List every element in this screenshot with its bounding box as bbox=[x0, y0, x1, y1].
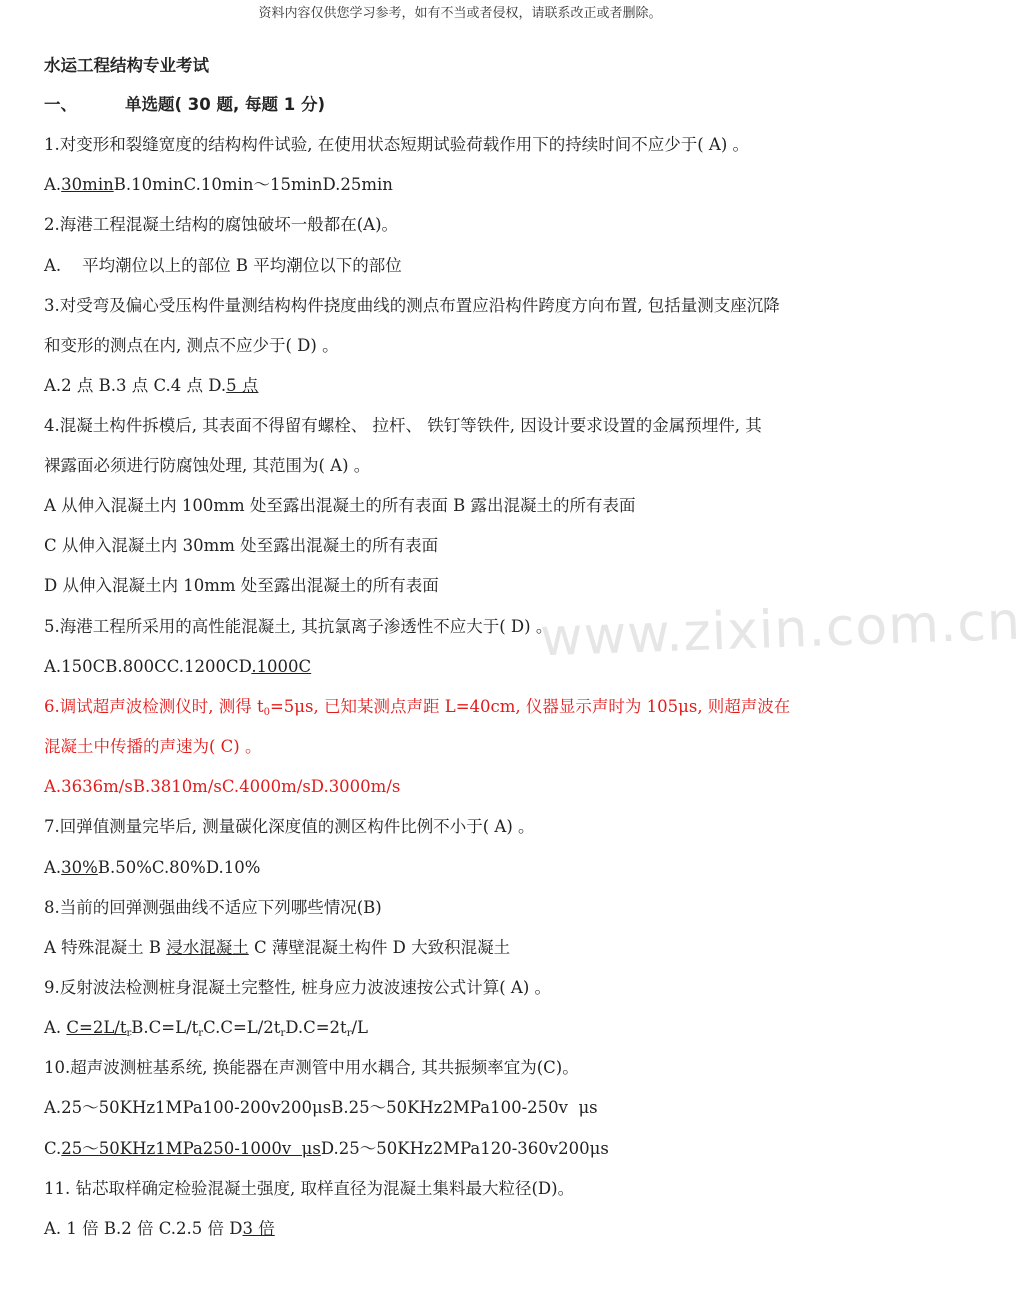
answer-underlined: 30min bbox=[61, 175, 114, 194]
option-text: B.50%C.80%D.10% bbox=[97, 858, 261, 877]
option-text: C 薄壁混凝土构件 D 大致积混凝土 bbox=[248, 938, 511, 957]
option-text: A 特殊混凝土 B bbox=[44, 938, 167, 957]
option-text: A.2 点 B.3 点 C.4 点 D. bbox=[44, 376, 227, 395]
question-11-options bbox=[44, 1218, 880, 1240]
question-10: 10.超声波测桩基系统, 换能器在声测管中用水耦合, 其共振频率宜为(C)。 bbox=[44, 1058, 579, 1077]
question-1-options bbox=[44, 174, 880, 196]
answer-underlined: 30% bbox=[61, 858, 98, 877]
option-text: B.10minC.10min～15minD.25min bbox=[113, 175, 393, 194]
option-text: C=2L/t bbox=[66, 1018, 127, 1037]
option-text: /L bbox=[351, 1018, 368, 1037]
question-3-options bbox=[44, 375, 880, 397]
subscript: r bbox=[280, 1028, 286, 1039]
option-text: A. bbox=[44, 175, 62, 194]
answer-underlined: .1000C bbox=[251, 657, 312, 676]
question-2: 2.海港工程混凝土结构的腐蚀破坏一般都在(A)。 bbox=[44, 215, 399, 234]
subscript: r bbox=[198, 1028, 204, 1039]
option-text: C.C=L/2t bbox=[203, 1018, 281, 1037]
question-4-option-c: C 从伸入混凝土内 30mm 处至露出混凝土的所有表面 bbox=[44, 536, 439, 555]
option-text: A. bbox=[44, 858, 62, 877]
question-3-line1: 3.对受弯及偏心受压构件量测结构构件挠度曲线的测点布置应沿构件跨度方向布置, 包括量测支座沉降 bbox=[44, 296, 780, 315]
question-2-options: A. 平均潮位以上的部位 B 平均潮位以下的部位 bbox=[44, 256, 402, 275]
question-8-options bbox=[44, 937, 880, 959]
option-text: A.150CB.800CC.1200CD bbox=[44, 657, 252, 676]
question-3-line2: 和变形的测点在内, 测点不应少于( D) 。 bbox=[44, 336, 339, 355]
question-11: 11. 钻芯取样确定检验混凝土强度, 取样直径为混凝土集料最大粒径(D)。 bbox=[44, 1179, 575, 1198]
section-label: 单选题( 30 题, 每题 1 分) bbox=[125, 95, 326, 114]
question-9: 9.反射波法检测桩身混凝土完整性, 桩身应力波波速按公式计算( A) 。 bbox=[44, 978, 552, 997]
option-text: A. 1 倍 B.2 倍 C.2.5 倍 D bbox=[44, 1219, 243, 1238]
copyright-notice: 资料内容仅供您学习参考，如有不当或者侵权，请联系改正或者删除。 bbox=[258, 6, 662, 21]
option-text: D.C=2t bbox=[285, 1018, 347, 1037]
answer-underlined: 5 点 bbox=[226, 376, 259, 395]
answer-underlined bbox=[66, 1018, 131, 1037]
question-4-line2: 裸露面必须进行防腐蚀处理, 其范围为( A) 。 bbox=[44, 456, 371, 475]
question-text: =5μs, 已知某测点声距 L=40cm, 仪器显示声时为 105μs, 则超声波在 bbox=[269, 697, 791, 716]
question-7-options bbox=[44, 857, 880, 879]
subscript: r bbox=[126, 1028, 132, 1039]
question-4-option-a: A 从伸入混凝土内 100mm 处至露出混凝土的所有表面 B 露出混凝土的所有表面 bbox=[44, 496, 636, 515]
question-6-options: A.3636m/sB.3810m/sC.4000m/sD.3000m/s bbox=[44, 777, 401, 796]
question-6-line1 bbox=[44, 696, 880, 718]
question-7: 7.回弹值测量完毕后, 测量碳化深度值的测区构件比例不小于( A) 。 bbox=[44, 817, 535, 836]
question-4-option-d: D 从伸入混凝土内 10mm 处至露出混凝土的所有表面 bbox=[44, 576, 439, 595]
section-number: 一、 bbox=[44, 95, 77, 114]
question-4-line1: 4.混凝土构件拆模后, 其表面不得留有螺栓、 拉杆、 铁钉等铁件, 因设计要求设置的金属预埋件, 其 bbox=[44, 416, 762, 435]
option-text: B.C=L/t bbox=[131, 1018, 199, 1037]
question-1: 1.对变形和裂缝宽度的结构构件试验, 在使用状态短期试验荷载作用下的持续时间不应少于( A) 。 bbox=[44, 135, 750, 154]
answer-underlined: 3 倍 bbox=[242, 1219, 275, 1238]
subscript: 0 bbox=[263, 707, 270, 718]
question-5-options bbox=[44, 656, 880, 678]
option-text: A. bbox=[44, 1018, 67, 1037]
section-heading bbox=[44, 94, 880, 116]
answer-underlined: 25～50KHz1MPa250-1000v μs bbox=[61, 1139, 321, 1158]
question-text: 6.调试超声波检测仪时, 测得 t bbox=[44, 697, 264, 716]
watermark: www.zixin.com.cn bbox=[539, 591, 1022, 669]
option-text: C. bbox=[44, 1139, 62, 1158]
answer-underlined: 浸水混凝土 bbox=[166, 938, 249, 957]
question-5: 5.海港工程所采用的高性能混凝土, 其抗氯离子渗透性不应大于( D) 。 bbox=[44, 617, 553, 636]
exam-title: 水运工程结构专业考试 bbox=[44, 56, 209, 75]
option-text: D.25～50KHz2MPa120-360v200μs bbox=[320, 1139, 609, 1158]
question-10-options-2 bbox=[44, 1138, 880, 1160]
question-10-options-1: A.25～50KHz1MPa100-200v200μsB.25～50KHz2MPa100-250v μs bbox=[44, 1098, 598, 1117]
question-8: 8.当前的回弹测强曲线不适应下列哪些情况(B) bbox=[44, 898, 382, 917]
question-9-options bbox=[44, 1017, 880, 1039]
question-6-line2: 混凝土中传播的声速为( C) 。 bbox=[44, 737, 262, 756]
subscript: r bbox=[346, 1028, 352, 1039]
